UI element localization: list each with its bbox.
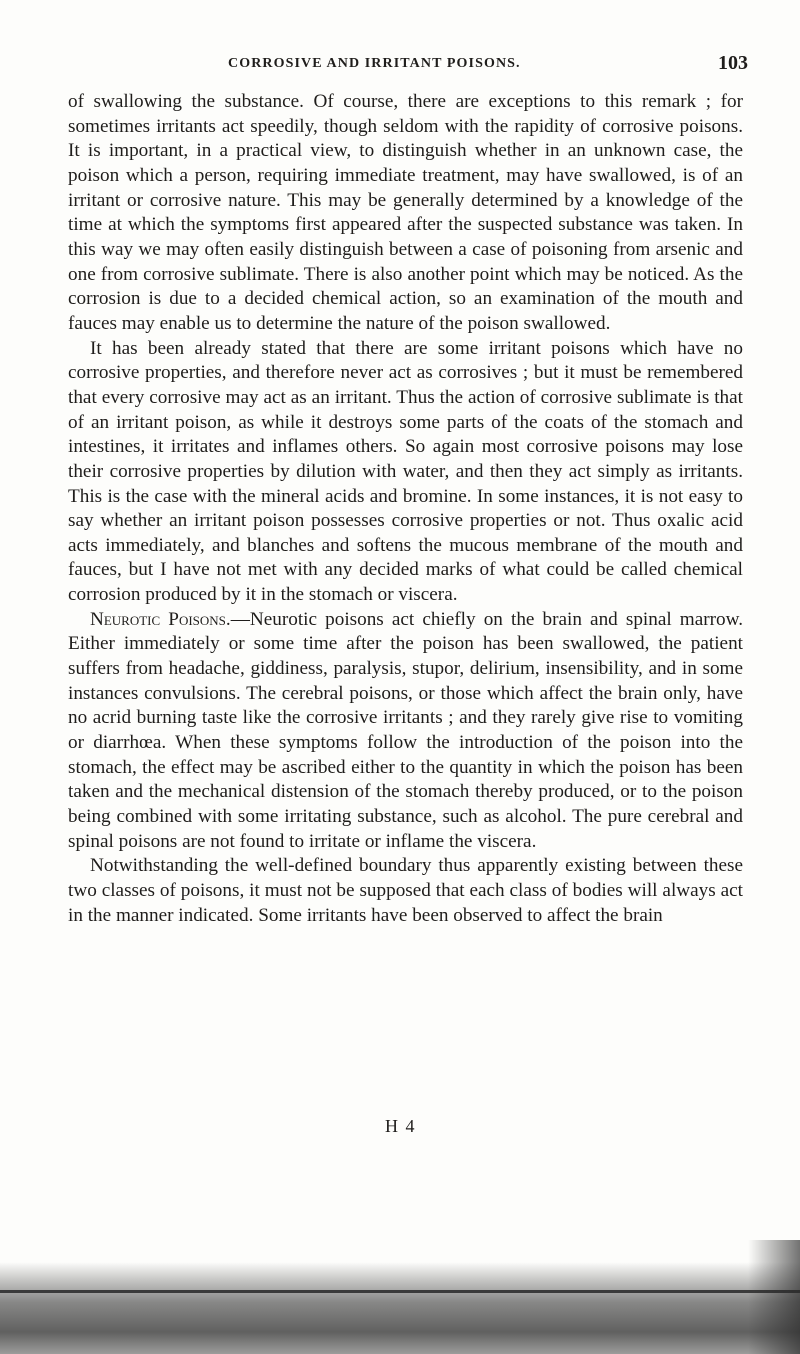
body-text	[68, 90, 743, 928]
scan-edge-line	[0, 1290, 800, 1293]
paragraph-3	[68, 608, 743, 855]
scan-corner-shadow	[748, 1240, 800, 1354]
paragraph-4: Notwithstanding the well-defined boundary thus apparently existing between these two classes of poisons, it must not be supposed that each class of bodies will always act in the manner indicated. Some irritants have been observed to affect the brain	[68, 855, 743, 926]
neurotic-poisons-text: —Neurotic poisons act chiefly on the brain and spinal marrow. Either immediately or some time after the poison has been swallowed, the patient suffers from headache, giddiness, paralysis, stupor, delirium, insensibility, and in some instances convulsions. The cerebral poisons, or those which affect the brain only, have no acrid burning taste like the corrosive irritants ; and they rarely give rise to vomiting or diarrhœa. When these symptoms follow the introduction of the poison into the stomach, the effect may be ascribed either to the quantity in which the poison has been taken and the mechanical distension of the stomach thereby produced, or to the poison being combined with some irritating substance, such as alcohol. The pure cerebral and spinal poisons are not found to irritate or inflame the viscera.	[68, 608, 744, 852]
paragraph-1: of swallowing the substance. Of course, there are exceptions to this remark ; for sometimes irritants act speedily, though seldom with the rapidity of corrosive poisons. It is important, in a practical view, to distinguish whether in an unknown case, the poison which a person, requiring immediate treatment, may have swallowed, is of an irritant or corrosive nature. This may be generally determined by a knowledge of the time at which the symptoms first appeared after the suspected substance was taken. In this way we may often easily distinguish between a case of poisoning from arsenic and one from corrosive sublimate. There is also another point which may be noticed. As the corrosion is due to a decided chemical action, so an examination of the mouth and fauces may enable us to determine the nature of the poison swallowed.	[68, 91, 743, 334]
page-number: 103	[718, 52, 748, 74]
running-head: CORROSIVE AND IRRITANT POISONS.	[228, 56, 521, 71]
neurotic-poisons-heading: Neurotic Poisons.	[90, 608, 231, 630]
paragraph-2: It has been already stated that there are some irritant poisons which have no corrosive properties, and therefore never act as corrosives ; but it must be remembered that every corrosive may act as an irritant. Thus the action of corrosive sublimate is that of an irritant poison, as while it destroys some parts of the coats of the stomach and intestines, it irritates and inflames others. So again most corrosive poisons may lose their corrosive properties by dilution with water, and then they act simply as irritants. This is the case with the mineral acids and bromine. In some instances, it is not easy to say whether an irritant poison possesses corrosive properties or not. Thus oxalic acid acts immediately, and blanches and softens the mucous membrane of the mouth and fauces, but I have not met with any decided marks of what could be called chemical corrosion produced by it in the stomach or viscera.	[68, 337, 743, 606]
scan-shadow	[0, 1262, 800, 1354]
signature-mark: H 4	[385, 1116, 416, 1136]
